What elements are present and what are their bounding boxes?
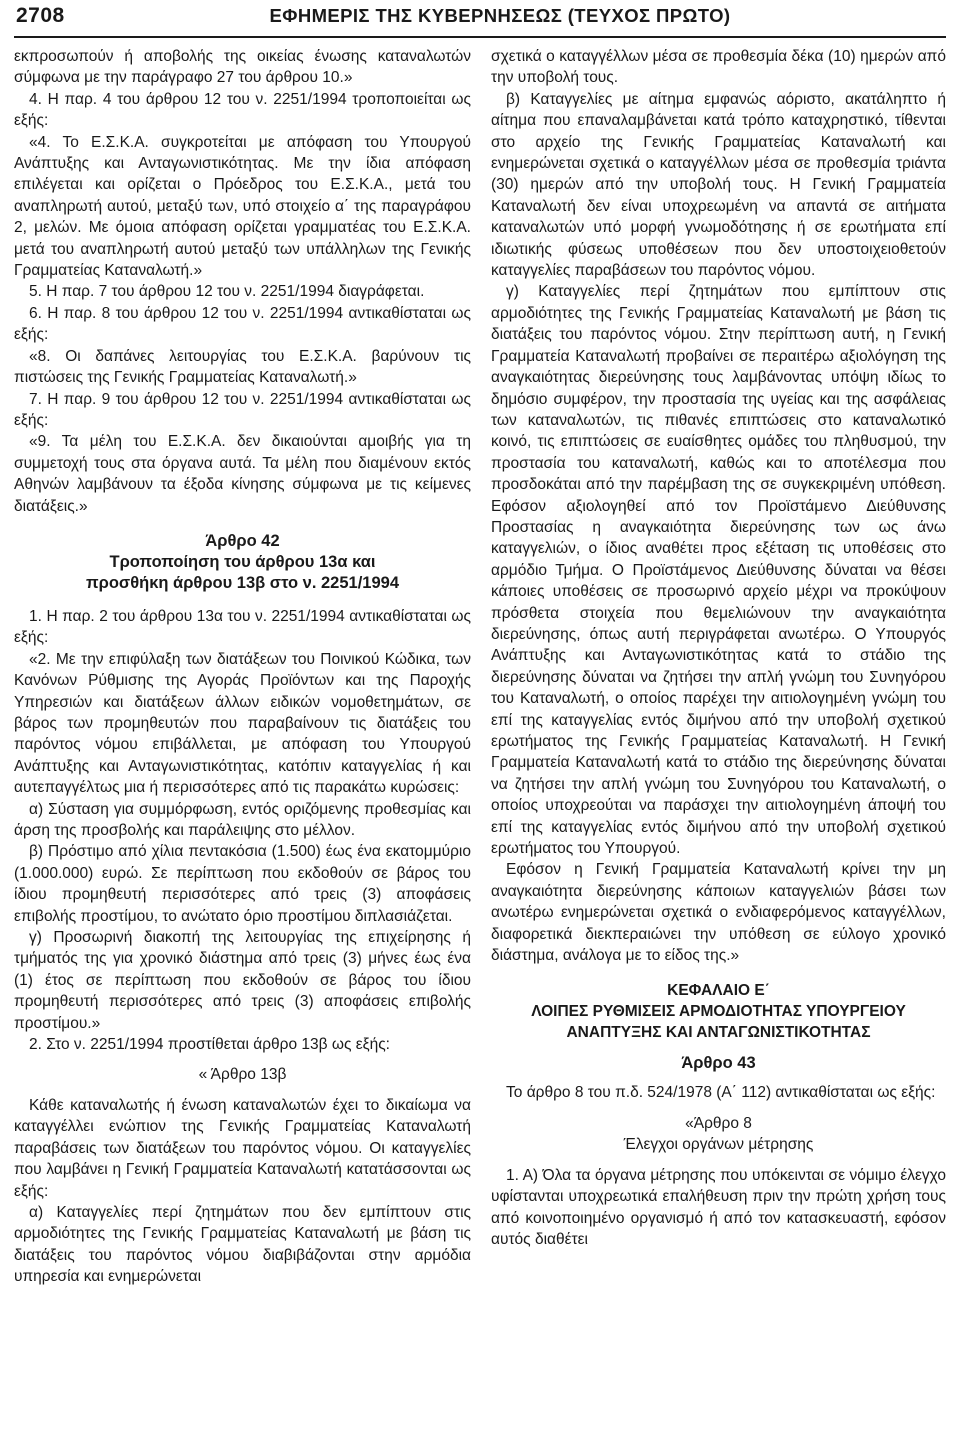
article-8-heading: «Άρθρο 8 [685, 1114, 752, 1132]
article-title: Άρθρο 42 [205, 531, 280, 550]
article-8-subtitle: Έλεγχοι οργάνων μέτρησης [623, 1136, 814, 1154]
paragraph: β) Καταγγελίες με αίτημα εμφανώς αόριστο, ακατάληπτο ή αίτημα που επαναλαμβάνεται κατά τρόπο καταχρηστικό, τίθενται στο αρχείο της Γενικής Γραμματείας Καταναλωτή και ενημερώνεται σχετικά ο καταγγέλλων μέσα σε προθεσμία τριάντα (30) ημερών από την υποβολή τους. Η Γενική Γραμματεία Καταναλωτή δεν είναι υποχρεωμένη να απαντά σε αιτήματα καταναλωτών υπό μορφή γνωμοδότησης ή σε ερωτήματα επί ιδιωτικής φύσεως υποθέσεων που δεν υποστοιχειοθετούν καταγγελίες παραβάσεων του παρόντος νόμου. [491, 90, 946, 280]
article-13b-heading: « Άρθρο 13β [198, 1066, 287, 1084]
paragraph: Κάθε καταναλωτής ή ένωση καταναλωτών έχει το δικαίωμα να καταγγέλλει ενώπιον της Γενικής Γραμματείας Καταναλωτή παραβάσεις των διατάξεων του παρόντος νόμου. Οι καταγγελίες που λαμβάνει η Γενική Γραμματεία Καταναλωτή κατατάσσονται ως εξής: [14, 1096, 471, 1200]
paragraph: 5. Η παρ. 7 του άρθρου 12 του ν. 2251/1994 διαγράφεται. [29, 283, 425, 301]
paragraph: 1. Η παρ. 2 του άρθρου 13α του ν. 2251/1994 αντικαθίσταται ως εξής: [14, 607, 471, 647]
paragraph: «4. Το Ε.Σ.Κ.Α. συγκροτείται με απόφαση του Υπουργού Ανάπτυξης και Ανταγωνιστικότητας. Με την ίδια απόφαση επιλέγεται και ορίζεται ο Πρόεδρος του Ε.Σ.Κ.Α., μετά του αναπληρωτή αυτού, μεταξύ των, υπό στοιχείο α΄ της παραγράφου 2, μελών. Με όμοια απόφαση ορίζεται γραμματέας του Ε.Σ.Κ.Α. μετά του αναπληρωτή αυτού μεταξύ των υπάλληλων της Γενικής Γραμματείας Καταναλωτή.» [14, 133, 471, 280]
chapter-number: ΚΕΦΑΛΑΙΟ Ε΄ [667, 982, 770, 1000]
paragraph: Εφόσον η Γενική Γραμματεία Καταναλωτή κρίνει την μη αναγκαιότητα διερεύνησης κάποιων καταγγελιών βάσει των ανωτέρω ενημερώνεται σχετικά ο ενδιαφερόμενος καταγγέλλων, διαφορετικά διεκπεραιώνει την υπόθεση σε εύλογο χρονικό διάστημα, ανάλογα με το είδος της.» [491, 861, 946, 965]
paragraph: β) Πρόστιμο από χίλια πεντακόσια (1.500) έως ένα εκατομμύριο (1.000.000) ευρώ. Σε περίπτωση που εκδοθούν σε βάρος του ίδιου προμηθευτή περισσότερες από τρεις (3) αποφάσεις επιβολής προστίμου, το ανώτατο όριο προστίμου διπλασιάζεται. [14, 843, 471, 925]
paragraph: γ) Προσωρινή διακοπή της λειτουργίας της επιχείρησης ή τμήματός της για χρονικό διάστημα από τρεις (3) μήνες έως ένα (1) έτος σε περίπτωση που εκδοθούν σε βάρος του ίδιου προμηθευτή περισσότερες από τρεις (3) αποφάσεις επιβολής προστίμου.» [14, 929, 471, 1032]
paragraph: 1. Α) Όλα τα όργανα μέτρησης που υπόκεινται σε νόμιμο έλεγχο υφίστανται υποχρεωτικά επαλήθευση πριν την πρώτη χρήση τους από κοινοποιημένο οργανισμό ή από τον κατασκευαστή, εφόσον αυτός διαθέτει [491, 1166, 946, 1248]
paragraph: 7. Η παρ. 9 του άρθρου 12 του ν. 2251/1994 αντικαθίσταται ως εξής: [14, 390, 471, 429]
chapter-title: ΑΝΑΠΤΥΞΗΣ ΚΑΙ ΑΝΤΑΓΩΝΙΣΤΙΚΟΤΗΤΑΣ [566, 1024, 871, 1042]
right-column [491, 46, 946, 1250]
chapter-title: ΛΟΙΠΕΣ ΡΥΘΜΙΣΕΙΣ ΑΡΜΟΔΙΟΤΗΤΑΣ ΥΠΟΥΡΓΕΙΟΥ [531, 1003, 906, 1021]
left-column [14, 46, 471, 1288]
journal-title: ΕΦΗΜΕΡΙΣ ΤΗΣ ΚΥΒΕΡΝΗΣΕΩΣ (ΤΕΥΧΟΣ ΠΡΩΤΟ) [269, 5, 731, 26]
paragraph: 2. Στο ν. 2251/1994 προστίθεται άρθρο 13β ως εξής: [29, 1036, 390, 1054]
paragraph: 6. Η παρ. 8 του άρθρου 12 του ν. 2251/1994 αντικαθίσταται ως εξής: [14, 304, 471, 344]
article-title: Άρθρο 43 [681, 1054, 756, 1073]
article-43-heading [491, 1053, 946, 1074]
paragraph: «2. Με την επιφύλαξη των διατάξεων του Ποινικού Κώδικα, των Κανόνων Ρύθμισης της Αγοράς Προϊόντων και της Παροχής Υπηρεσιών και διατάξεων άλλων ειδικών νομοθετημάτων, σε βάρος των προμηθευτών που παραβαίνουν τις διατάξεις του παρόντος νόμου επιβάλλεται, με απόφαση του Υπουργού Ανάπτυξης και Ανταγωνιστικότητας, κατόπιν καταγγελίας ή και αυτεπαγγέλτως μια ή περισσότερες από τις παρακάτω κυρώσεις: [14, 650, 471, 797]
article-subtitle: προσθήκη άρθρου 13β στο ν. 2251/1994 [85, 573, 400, 592]
chapter-heading [491, 980, 946, 1043]
paragraph: α) Καταγγελίες περί ζητημάτων που δεν εμπίπτουν στις αρμοδιότητες της Γενικής Γραμματείας Καταναλωτή με βάση τις διατάξεις του παρόντος νόμου διαβιβάζονται στην αρμόδια υπηρεσία και ενημερώνεται [14, 1203, 471, 1286]
paragraph: «8. Οι δαπάνες λειτουργίας του Ε.Σ.Κ.Α. βαρύνουν τις πιστώσεις της Γενικής Γραμματείας Καταναλωτή.» [14, 347, 471, 387]
paragraph: α) Σύσταση για συμμόρφωση, εντός οριζόμενης προθεσμίας και άρση της προσβολής και παράλειψης στο μέλλον. [14, 800, 471, 839]
article-subtitle: Τροποποίηση του άρθρου 13α και [109, 552, 376, 571]
paragraph: Το άρθρο 8 του π.δ. 524/1978 (Α΄ 112) αντικαθίσταται ως εξής: [506, 1084, 936, 1102]
paragraph: σχετικά ο καταγγέλλων μέσα σε προθεσμία δέκα (10) ημερών από την υποβολή τους. [491, 48, 946, 87]
paragraph: εκπροσωπούν ή αποβολής της οικείας ένωσης καταναλωτών σύμφωνα με την παράγραφο 27 του άρθρου 10.» [14, 48, 471, 87]
article-42-heading [14, 531, 471, 594]
paragraph: γ) Καταγγελίες περί ζητημάτων που εμπίπτουν στις αρμοδιότητες της Γενικής Γραμματείας Καταναλωτή με βάση τις διατάξεις του παρόντος νόμου. Στην περίπτωση αυτή, η Γενική Γραμματεία Καταναλωτή προβαίνει σε περαιτέρω αξιολόγηση της αναγκαιότητας διερεύνησης τους λαμβάνοντας υπόψη ιδίως το δημόσιο συμφέρον, την προστασία της υγείας και της ασφάλειας των καταναλωτών, τις πιθανές επιπτώσεις στο καταναλωτικό κοινό, τις επιπτώσεις σε ευαίσθητες ομάδες του πληθυσμού, την προστασία του καταναλωτή, καθώς και το αποτέλεσμα που προσδοκάται από την παρέμβαση της σε συγκεκριμένη υπόθεση. Εφόσον αξιολογηθεί από τον Προϊστάμενο Διεύθυνσης Προστασίας η αναγκαιότητα διερεύνησης των ως άνω καταγγελιών, ο ίδιος αναθέτει προς εξέταση τις υποθέσεις στο αρμόδιο Τμήμα. Ο Προϊστάμενος Διεύθυνσης δύναται να θέσει κάποιες υποθέσεις σε προσωρινό αρχείο μέχρι να προκύψουν πρόσθετα στοιχεία που θεμελιώνουν την αναγκαιότητα διερεύνησης, όπως αυτή περιγράφεται ανωτέρω. Ο Υπουργός Ανάπτυξης και Ανταγωνιστικότητας κατά το στάδιο της διερεύνησης δύναται να ζητήσει την απλή γνώμη του Συνηγόρου του Καταναλωτή, ο οποίος παρέχει την αιτιολογημένη γνώμη του επί της καταγγελίας εντός διμήνου από την υποβολή σχετικού ερωτήματος της Γενικής Γραμματείας Καταναλωτή. Η Γενική Γραμματεία Καταναλωτή κατά το στάδιο της διερεύνησης δύναται να ζητήσει την απλή γνώμη του Συνηγόρου του Καταναλωτή, ο οποίος υποχρεούται να παράσχει την αιτιολογημένη άποψή του επί της καταγγελίας εντός διμήνου από την υποβολή σχετικού ερωτήματος του Υπουργού. [491, 283, 946, 858]
page-number: 2708 [16, 4, 65, 27]
paragraph: «9. Τα μέλη του Ε.Σ.Κ.Α. δεν δικαιούνται αμοιβής για τη συμμετοχή τους στα όργανα αυτά. Τα μέλη που διαμένουν εκτός Αθηνών λαμβάνουν τα έξοδα κίνησης σύμφωνα με τις κείμενες διατάξεις.» [14, 433, 471, 515]
paragraph: 4. Η παρ. 4 του άρθρου 12 του ν. 2251/1994 τροποποιείται ως εξής: [14, 90, 471, 130]
page-header [14, 0, 946, 38]
